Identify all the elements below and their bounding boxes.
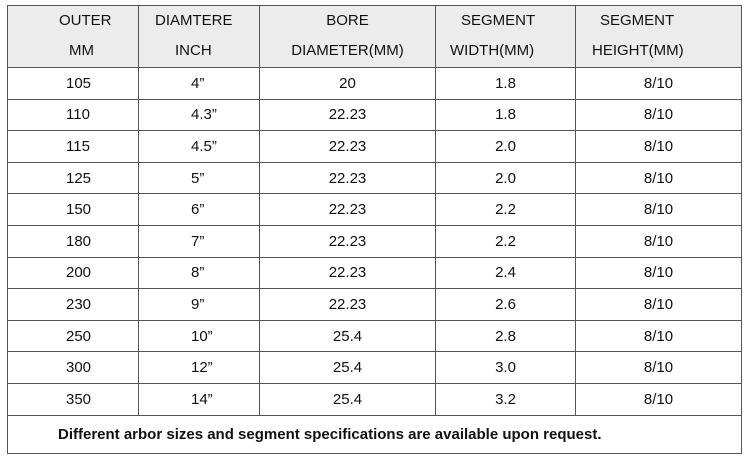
bore-cell: 25.4 xyxy=(260,352,436,384)
bore-cell: 22.23 xyxy=(260,257,436,289)
table-row xyxy=(8,162,742,194)
header-diameter: DIAMTERE xyxy=(139,6,260,35)
header-segment-width: SEGMENT xyxy=(436,6,576,35)
table-row xyxy=(8,194,742,226)
bore-cell: 22.23 xyxy=(260,194,436,226)
outer-mm-cell: 125 xyxy=(8,162,139,194)
table-row xyxy=(8,289,742,321)
segment-height-cell: 8/10 xyxy=(576,68,742,100)
inch-cell: 8” xyxy=(139,257,260,289)
header-height-mm: HEIGHT(MM) xyxy=(576,34,742,68)
segment-width-cell: 2.4 xyxy=(436,257,576,289)
outer-mm-cell: 150 xyxy=(8,194,139,226)
header-mm: MM xyxy=(8,34,139,68)
segment-height-cell: 8/10 xyxy=(576,225,742,257)
segment-width-cell: 2.0 xyxy=(436,131,576,163)
outer-mm-cell: 350 xyxy=(8,383,139,415)
table-row xyxy=(8,68,742,100)
bore-cell: 25.4 xyxy=(260,320,436,352)
outer-mm-cell: 300 xyxy=(8,352,139,384)
header-row-2 xyxy=(8,34,742,68)
spec-table xyxy=(7,5,742,454)
header-segment-height: SEGMENT xyxy=(576,6,742,35)
segment-height-cell: 8/10 xyxy=(576,194,742,226)
inch-cell: 4” xyxy=(139,68,260,100)
outer-mm-cell: 105 xyxy=(8,68,139,100)
bore-cell: 22.23 xyxy=(260,131,436,163)
note-row xyxy=(8,415,742,453)
table-row xyxy=(8,320,742,352)
segment-height-cell: 8/10 xyxy=(576,352,742,384)
segment-width-cell: 2.8 xyxy=(436,320,576,352)
segment-width-cell: 3.2 xyxy=(436,383,576,415)
segment-height-cell: 8/10 xyxy=(576,131,742,163)
segment-height-cell: 8/10 xyxy=(576,383,742,415)
segment-width-cell: 2.0 xyxy=(436,162,576,194)
outer-mm-cell: 115 xyxy=(8,131,139,163)
segment-height-cell: 8/10 xyxy=(576,289,742,321)
header-outer: OUTER xyxy=(8,6,139,35)
inch-cell: 6” xyxy=(139,194,260,226)
outer-mm-cell: 200 xyxy=(8,257,139,289)
inch-cell: 12” xyxy=(139,352,260,384)
table-row xyxy=(8,99,742,131)
segment-height-cell: 8/10 xyxy=(576,257,742,289)
outer-mm-cell: 230 xyxy=(8,289,139,321)
inch-cell: 14” xyxy=(139,383,260,415)
table-row xyxy=(8,225,742,257)
outer-mm-cell: 250 xyxy=(8,320,139,352)
outer-mm-cell: 110 xyxy=(8,99,139,131)
bore-cell: 22.23 xyxy=(260,289,436,321)
segment-width-cell: 1.8 xyxy=(436,99,576,131)
outer-mm-cell: 180 xyxy=(8,225,139,257)
inch-cell: 5” xyxy=(139,162,260,194)
inch-cell: 4.5” xyxy=(139,131,260,163)
bore-cell: 22.23 xyxy=(260,225,436,257)
segment-height-cell: 8/10 xyxy=(576,99,742,131)
segment-width-cell: 2.6 xyxy=(436,289,576,321)
table-row xyxy=(8,257,742,289)
header-bore: BORE xyxy=(260,6,436,35)
segment-width-cell: 2.2 xyxy=(436,225,576,257)
segment-height-cell: 8/10 xyxy=(576,320,742,352)
table-row xyxy=(8,131,742,163)
header-row-1 xyxy=(8,6,742,35)
header-inch: INCH xyxy=(139,34,260,68)
header-bore-diameter: DIAMETER(MM) xyxy=(260,34,436,68)
inch-cell: 7” xyxy=(139,225,260,257)
inch-cell: 4.3” xyxy=(139,99,260,131)
inch-cell: 9” xyxy=(139,289,260,321)
bore-cell: 20 xyxy=(260,68,436,100)
inch-cell: 10” xyxy=(139,320,260,352)
bore-cell: 25.4 xyxy=(260,383,436,415)
table-row xyxy=(8,383,742,415)
segment-height-cell: 8/10 xyxy=(576,162,742,194)
availability-note: Different arbor sizes and segment specifications are available upon request. xyxy=(8,415,742,453)
segment-width-cell: 3.0 xyxy=(436,352,576,384)
bore-cell: 22.23 xyxy=(260,99,436,131)
segment-width-cell: 2.2 xyxy=(436,194,576,226)
header-width-mm: WIDTH(MM) xyxy=(436,34,576,68)
table-row xyxy=(8,352,742,384)
segment-width-cell: 1.8 xyxy=(436,68,576,100)
bore-cell: 22.23 xyxy=(260,162,436,194)
